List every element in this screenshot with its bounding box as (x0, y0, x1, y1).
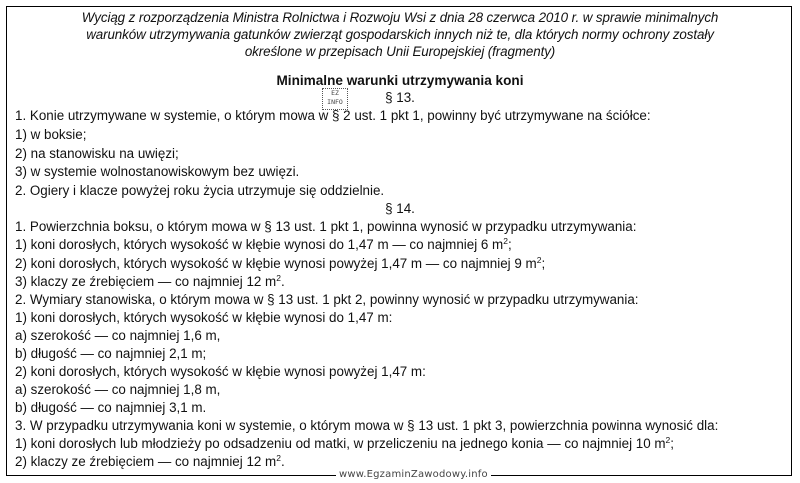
info-stamp-icon: EZ INFO (322, 88, 348, 110)
s14-line-14 (15, 453, 788, 470)
s13-line-2: 1) w boksie; (15, 127, 87, 142)
header-line-1: Wyciąg z rozporządzenia Ministra Rolnictwa i Rozwoju Wsi z dnia 28 czerwca 2010 r. w sprawie minimalnych (81, 10, 719, 25)
s13-line-5: 2. Ogiery i klacze powyżej roku życia utrzymuje się oddzielnie. (15, 183, 385, 198)
section-14-title: § 14. (385, 201, 415, 216)
s14-line-13-sup: 2 (665, 435, 671, 445)
document-header (10, 9, 790, 60)
s14-line-10: a) szerokość — co najmniej 1,8 m, (15, 382, 221, 397)
watermark-text: www.EgzaminZawodowy.info (336, 469, 491, 481)
s14-line-13-end: ; (670, 436, 675, 451)
s14-line-9: 2) koni dorosłych, których wysokość w kłębie wynosi powyżej 1,47 m: (15, 364, 426, 379)
s14-line-5: 2. Wymiary stanowiska, o którym mowa w § 13 ust. 1 pkt 2, powinny wynosić w przypadku utrzymywania: (15, 292, 639, 307)
s13-line-1: 1. Konie utrzymywane w systemie, o którym mowa w § 2 ust. 1 pkt 1, powinny być utrzymywane na ściółce: (15, 108, 651, 123)
document-subtitle: Minimalne warunki utrzymywania koni (276, 73, 524, 88)
s14-line-4 (15, 273, 788, 290)
s14-line-3-sup: 2 (536, 255, 542, 265)
s14-line-2-end: ; (507, 237, 512, 252)
s14-line-14-sup: 2 (276, 453, 281, 463)
s14-line-4-end: . (280, 274, 285, 289)
s14-line-1: 1. Powierzchnia boksu, o którym mowa w § 13 ust. 1 pkt 1, powinna wynosić w przypadku utrzymywania: (15, 219, 637, 234)
s14-line-13 (15, 435, 788, 452)
s14-line-4-sup: 2 (276, 273, 281, 283)
s14-line-2-text: 1) koni dorosłych, których wysokość w kłębie wynosi do 1,47 m — co najmniej 6 m (15, 237, 504, 252)
s14-line-3 (15, 255, 788, 272)
s14-line-14-text: 2) klaczy ze źrebięciem — co najmniej 12 m (15, 454, 277, 469)
s14-line-3-end: ; (541, 256, 546, 271)
s14-line-14-end: . (280, 454, 285, 469)
s14-line-7: a) szerokość — co najmniej 1,6 m, (15, 328, 221, 343)
s13-line-3: 2) na stanowisku na uwięzi; (15, 146, 179, 161)
s14-line-2-sup: 2 (503, 236, 508, 246)
s14-line-8: b) długość — co najmniej 2,1 m; (15, 346, 207, 361)
s14-line-2 (15, 236, 788, 253)
s14-line-3-text: 2) koni dorosłych, których wysokość w kłębie wynosi powyżej 1,47 m — co najmniej 9 m (15, 256, 537, 271)
s13-line-4: 3) w systemie wolnostanowiskowym bez uwięzi. (15, 164, 300, 179)
s14-line-12: 3. W przypadku utrzymywania koni w systemie, o którym mowa w § 13 ust. 1 pkt 3, powierzchnia powinna wynosić dla: (15, 418, 719, 433)
section-13-title: § 13. (385, 90, 415, 105)
header-line-2: warunków utrzymywania gatunków zwierząt gospodarskich innych niż te, dla których normy ochrony zostały (86, 27, 714, 42)
header-line-3: określone w przepisach Unii Europejskiej (fragmenty) (244, 44, 556, 59)
s14-line-13-text: 1) koni dorosłych lub młodzieży po odsadzeniu od matki, w przeliczeniu na jednego konia — co najmniej 10 m (15, 436, 666, 451)
s14-line-11: b) długość — co najmniej 3,1 m. (15, 400, 207, 415)
s14-line-4-text: 3) klaczy ze źrebięciem — co najmniej 12 m (15, 274, 277, 289)
s14-line-6: 1) koni dorosłych, których wysokość w kłębie wynosi do 1,47 m: (15, 310, 393, 325)
